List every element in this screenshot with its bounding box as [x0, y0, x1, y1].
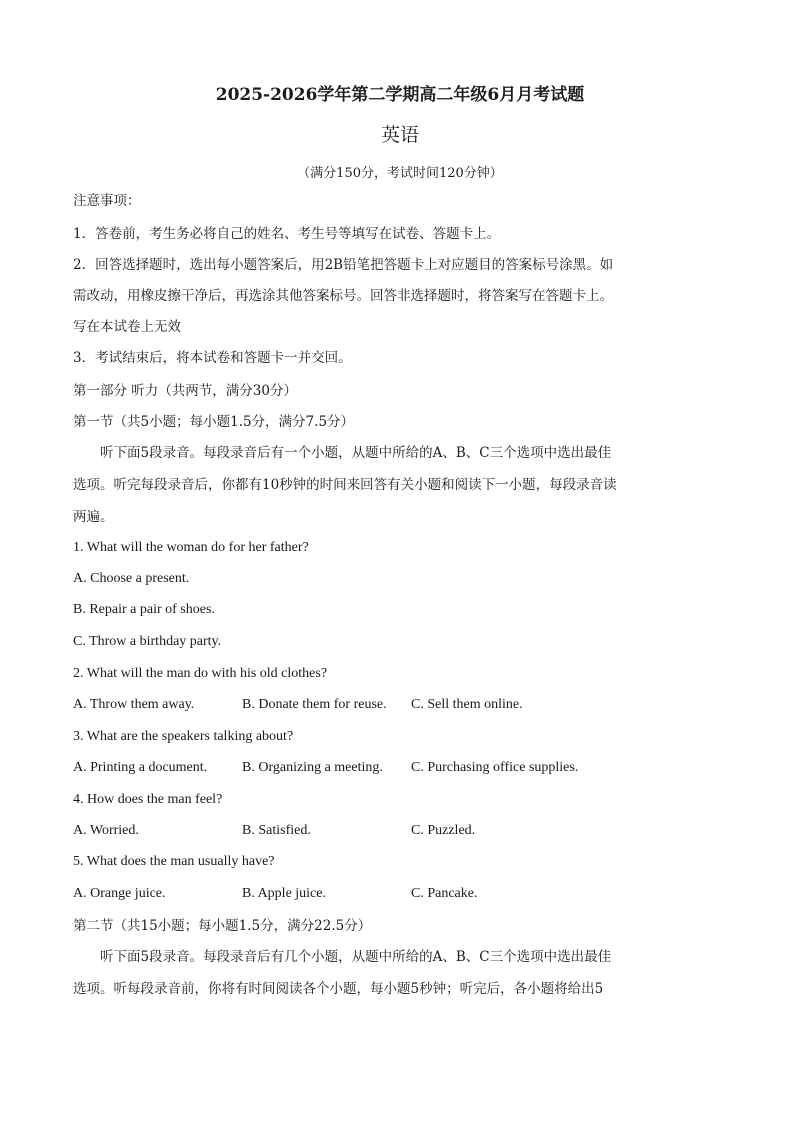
section1-heading: 第一节（共5小题；每小题1.5分，满分7.5分）	[73, 414, 355, 430]
question-4: 4. How does the man feel?	[73, 792, 223, 807]
instruction-item-2-line-3: 写在本试卷上无效	[73, 319, 181, 335]
question-1-option-b: B. Repair a pair of shoes.	[73, 602, 215, 617]
question-5: 5. What does the man usually have?	[73, 854, 275, 869]
exam-title: 2025-2026学年第二学期高二年级6月月考试题	[215, 85, 585, 105]
question-3: 3. What are the speakers talking about?	[73, 729, 294, 744]
instructions-heading: 注意事项：	[73, 193, 141, 209]
question-2-option-b: B. Donate them for reuse.	[242, 697, 387, 712]
question-1: 1. What will the woman do for her father?	[73, 540, 309, 555]
section2-heading: 第二节（共15小题；每小题1.5分，满分22.5分）	[73, 918, 372, 934]
question-3-option-c: C. Purchasing office supplies.	[411, 760, 579, 775]
section2-desc-line-1: 听下面5段录音。每段录音后有几个小题，从题中所给的A、B、C三个选项中选出最佳	[100, 949, 612, 965]
question-4-option-b: B. Satisfied.	[242, 823, 311, 838]
subject-title: 英语	[380, 124, 419, 146]
question-1-option-c: C. Throw a birthday party.	[73, 634, 222, 649]
section2-desc-line-2: 选项。听每段录音前，你将有时间阅读各个小题，每小题5秒钟；听完后，各小题将给出5	[73, 981, 604, 997]
instruction-item-2-line-1: 2．回答选择题时，选出每小题答案后，用2B铅笔把答题卡上对应题目的答案标号涂黑。如	[73, 257, 614, 273]
question-4-option-c: C. Puzzled.	[411, 823, 476, 838]
question-5-option-c: C. Pancake.	[411, 886, 478, 901]
question-2-option-c: C. Sell them online.	[411, 697, 523, 712]
instruction-item-3: 3．考试结束后，将本试卷和答题卡一并交回。	[73, 350, 352, 366]
section1-desc-line-1: 听下面5段录音。每段录音后有一个小题，从题中所给的A、B、C三个选项中选出最佳	[100, 445, 612, 461]
question-2-option-a: A. Throw them away.	[73, 697, 195, 712]
score-note: （满分150分，考试时间120分钟）	[297, 166, 503, 181]
part1-heading: 第一部分 听力（共两节，满分30分）	[73, 383, 297, 399]
question-2: 2. What will the man do with his old clothes?	[73, 666, 328, 681]
question-3-option-b: B. Organizing a meeting.	[242, 760, 383, 775]
section1-desc-line-2: 选项。听完每段录音后，你都有10秒钟的时间来回答有关小题和阅读下一小题，每段录音读	[73, 477, 617, 493]
question-5-option-a: A. Orange juice.	[73, 886, 166, 901]
instruction-item-2-line-2: 需改动，用橡皮擦干净后，再选涂其他答案标号。回答非选择题时，将答案写在答题卡上。	[73, 288, 613, 304]
section1-desc-line-3: 两遍。	[73, 509, 114, 525]
question-1-option-a: A. Choose a present.	[73, 571, 190, 586]
question-3-option-a: A. Printing a document.	[73, 760, 208, 775]
question-5-option-b: B. Apple juice.	[242, 886, 326, 901]
instruction-item-1: 1．答卷前，考生务必将自己的姓名、考生号等填写在试卷、答题卡上。	[73, 226, 501, 242]
question-4-option-a: A. Worried.	[73, 823, 139, 838]
